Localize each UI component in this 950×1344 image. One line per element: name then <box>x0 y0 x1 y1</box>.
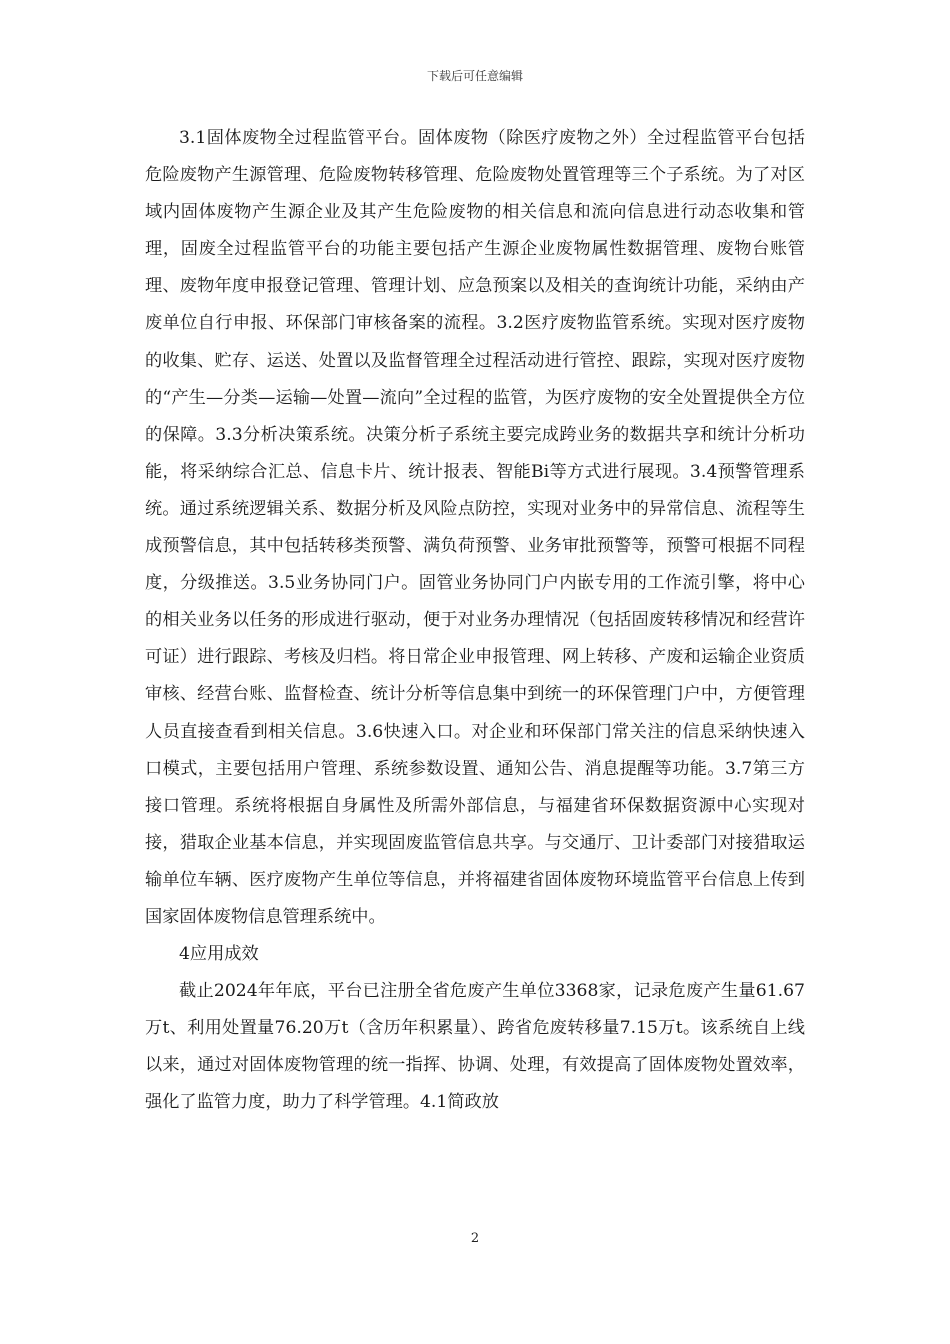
page-number: 2 <box>470 1231 480 1246</box>
section-heading-application-results: 4应用成效 <box>179 944 259 965</box>
paragraph-application-results: 截止2024年年底，平台已注册全省危废产生单位3368家，记录危废产生量61.67万t、利用处置量76.20万t（含历年积累量）、跨省危废转移量7.15万t。该系统自上线以来，通过对固体废物管理的统一指挥、协调、处理，有效提高了固体废物处置效率，强化了监管力度，助力了科学管理。4.1简政放 <box>145 981 805 1113</box>
page-header: 下载后可任意编辑 <box>426 69 523 83</box>
document-body <box>145 120 805 1122</box>
paragraph-platform-modules: 3.1固体废物全过程监管平台。固体废物（除医疗废物之外）全过程监管平台包括危险废物产生源管理、危险废物转移管理、危险废物处置管理等三个子系统。为了对区域内固体废物产生源企业及其产生危险废物的相关信息和流向信息进行动态收集和管理，固废全过程监管平台的功能主要包括产生源企业废物属性数据管理、废物台账管理、废物年度申报登记管理、管理计划、应急预案以及相关的查询统计功能，采纳由产废单位自行申报、环保部门审核备案的流程。3.2医疗废物监管系统。实现对医疗废物的收集、贮存、运送、处置以及监督管理全过程活动进行管控、跟踪，实现对医疗废物的“产生—分类—运输—处置—流向”全过程的监管，为医疗废物的安全处置提供全方位的保障。3.3分析决策系统。决策分析子系统主要完成跨业务的数据共享和统计分析功能，将采纳综合汇总、信息卡片、统计报表、智能Bi等方式进行展现。3.4预警管理系统。通过系统逻辑关系、数据分析及风险点防控，实现对业务中的异常信息、流程等生成预警信息，其中包括转移类预警、满负荷预警、业务审批预警等，预警可根据不同程度，分级推送。3.5业务协同门户。固管业务协同门户内嵌专用的工作流引擎，将中心的相关业务以任务的形成进行驱动，便于对业务办理情况（包括固废转移情况和经营许可证）进行跟踪、考核及归档。将日常企业申报管理、网上转移、产废和运输企业资质审核、经营台账、监督检查、统计分析等信息集中到统一的环保管理门户中，方便管理人员直接查看到相关信息。3.6快速入口。对企业和环保部门常关注的信息采纳快速入口模式，主要包括用户管理、系统参数设置、通知公告、消息提醒等功能。3.7第三方接口管理。系统将根据自身属性及所需外部信息，与福建省环保数据资源中心实现对接，猎取企业基本信息，并实现固废监管信息共享。与交通厅、卫计委部门对接猎取运输单位车辆、医疗废物产生单位等信息，并将福建省固体废物环境监管平台信息上传到国家固体废物信息管理系统中。 <box>145 128 805 927</box>
